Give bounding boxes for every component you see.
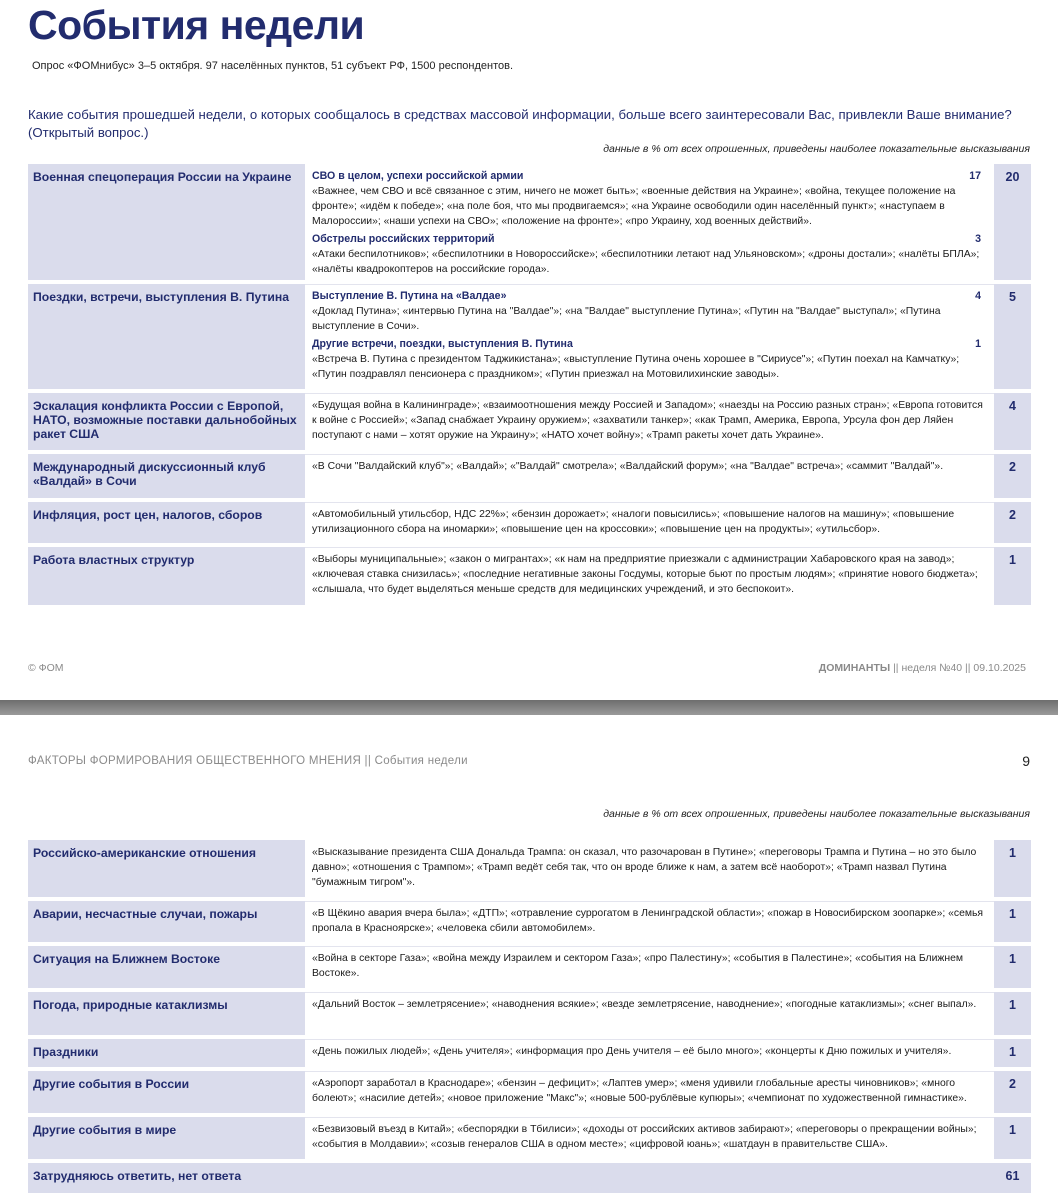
table-row [28, 547, 1031, 605]
row-value: 1 [994, 901, 1031, 942]
total-row [28, 1163, 1031, 1193]
row-category: Другие события в мире [28, 1117, 305, 1159]
survey-question: Какие события прошедшей недели, о которых сообщалось в средствах массовой информации, больше всего заинтересовали Вас, привлекли Ваше внимание? (Открытый вопрос.) [28, 107, 1012, 140]
row-category: Погода, природные катаклизмы [28, 992, 305, 1035]
table-row [28, 1071, 1031, 1113]
row-category: Международный дискуссионный клуб «Валдай» в Сочи [28, 454, 305, 498]
table-row [28, 164, 1031, 280]
page-number: 9 [1022, 753, 1030, 769]
subcategory-quotes: «Встреча В. Путина с президентом Таджикистана»; «выступление Путина очень хорошее в "Сириусе"»; «Путин поехал на Камчатку»; «Путин поздравлял пенсионера с праздником»; «Путин приезжал на Мотовилихинские заводы». [312, 354, 960, 380]
row-value: 4 [994, 393, 1031, 450]
table-row [28, 502, 1031, 543]
row-quotes: «Автомобильный утильсбор, НДС 22%»; «бензин дорожает»; «налоги повысились»; «повышение налогов на машину»; «повышение утилизационного сбора на иномарки»; «повышение цен на кроссовки»; «повышение цен на продукты»; «утильсбор». [312, 509, 955, 535]
total-label: Затрудняюсь ответить, нет ответа [33, 1169, 242, 1183]
subcategory-value: 17 [969, 170, 981, 182]
units-note: данные в % от всех опрошенных, приведены наиболее показательные высказывания [603, 808, 1030, 820]
row-value: 20 [994, 164, 1031, 280]
row-value: 1 [994, 992, 1031, 1035]
row-value: 1 [994, 1039, 1031, 1067]
table-row [28, 284, 1031, 389]
table-row [28, 901, 1031, 942]
subcategory-quotes: «Атаки беспилотников»; «беспилотники в Новороссийске»; «беспилотники летают над Ульяновском»; «дроны достали»; «налёты БПЛА»; «налёты квадрокоптеров на российские города». [312, 249, 980, 275]
subcategory-value: 4 [975, 290, 981, 302]
subcategory-heading [312, 169, 985, 184]
total-value: 61 [1005, 1169, 1020, 1183]
table-row [28, 454, 1031, 498]
table-row [28, 1117, 1031, 1159]
survey-info: Опрос «ФОМнибус» 3–5 октября. 97 населённых пунктов, 51 субъект РФ, 1500 респондентов. [32, 60, 514, 72]
table-row [28, 946, 1031, 988]
row-quotes: «День пожилых людей»; «День учителя»; «информация про День учителя – её было много»; «концерты к Дню пожилых и учителя». [312, 1046, 952, 1057]
table-row [28, 393, 1031, 450]
row-quotes [307, 164, 991, 280]
row-value: 5 [994, 284, 1031, 389]
running-header: ФАКТОРЫ ФОРМИРОВАНИЯ ОБЩЕСТВЕННОГО МНЕНИЯ || События недели [28, 755, 468, 767]
row-value: 2 [994, 502, 1031, 543]
table-row [28, 992, 1031, 1035]
row-quotes: «Выборы муниципальные»; «закон о мигрантах»; «к нам на предприятие приезжали с администрации Хабаровского края на завод»; «ключевая ставка снизилась»; «последние негативные законы Госдумы, которые бьют по простым людям»; «принятие нового бюджета»; «слышала, что будет выделяться меньше средств для медицинских учреждений, и это беспокоит». [312, 554, 978, 595]
row-category: Ситуация на Ближнем Востоке [28, 946, 305, 988]
row-quotes: «Высказывание президента США Дональда Трампа: он сказал, что разочарован в Путине»; «переговоры Трампа и Путина – но это было давно»; «отношения с Трампом»; «Трамп ведёт себя так, что он вроде ближе к нам, а затем всё наоборот»; «Трамп назвал Путина "бумажным тигром"». [312, 847, 977, 888]
row-value: 2 [994, 1071, 1031, 1113]
row-quotes: «Война в секторе Газа»; «война между Израилем и сектором Газа»; «про Палестину»; «события в Палестине»; «события на Ближнем Востоке». [312, 953, 964, 979]
row-value: 1 [994, 946, 1031, 988]
subcategory-value: 1 [975, 338, 981, 350]
footer-brand: ДОМИНАНТЫ [818, 662, 891, 674]
subcategory-heading [312, 289, 985, 304]
row-value: 1 [994, 547, 1031, 605]
row-quotes: «Дальний Восток – землетрясение»; «наводнения всякие»; «везде землетрясение, наводнение»; «погодные катаклизмы»; «снег выпал». [312, 999, 977, 1010]
row-category: Другие события в России [28, 1071, 305, 1113]
footer-issue: || неделя №40 || 09.10.2025 [890, 662, 1026, 674]
row-value: 2 [994, 454, 1031, 498]
table-row [28, 840, 1031, 897]
row-quotes: «Безвизовый въезд в Китай»; «беспорядки в Тбилиси»; «доходы от российских активов забирают»; «переговоры о прекращении войны»; «события в Молдавии»; «созыв генералов США в одном месте»; «цифровой юань»; «шатдаун в правительстве США». [312, 1124, 977, 1150]
subcategory-quotes: «Доклад Путина»; «интервью Путина на "Валдае"»; «на "Валдае" выступление Путина»; «Путин на "Валдае" выступал»; «Путина выступление в Сочи». [312, 306, 941, 332]
row-value: 1 [994, 840, 1031, 897]
subcategory-heading [312, 337, 985, 352]
subcategory-title: Выступление В. Путина на «Валдае» [312, 290, 507, 302]
units-note: данные в % от всех опрошенных, приведены наиболее показательные высказывания [603, 143, 1030, 155]
row-category: Работа властных структур [28, 547, 305, 605]
row-category: Инфляция, рост цен, налогов, сборов [28, 502, 305, 543]
row-quotes: «В Щёкино авария вчера была»; «ДТП»; «отравление суррогатом в Ленинградской области»; «пожар в Новосибирском зоопарке»; «семья пропала в Красноярске»; «человека сбили автомобилем». [312, 908, 984, 934]
row-category: Эскалация конфликта России с Европой, НАТО, возможные поставки дальнобойных ракет США [28, 393, 305, 450]
row-quotes: «Будущая война в Калининграде»; «взаимоотношения между Россией и Западом»; «наезды на Россию разных стран»; «Европа готовится к войне с Россией»; «Запад снабжает Украину оружием»; «захватили танкер»; «как Трамп, Америка, Европа, Урсула фон дер Ляйен поступают с нами – хотят оружие на Украину»; «НАТО хочет войну»; «Трамп ракеты хочет дать Украине». [312, 400, 983, 441]
subcategory-quotes: «Важнее, чем СВО и всё связанное с этим, ничего не может быть»; «военные действия на Украине»; «война, текущее положение на фронте»; «идём к победе»; «на поле боя, что мы продвигаемся»; «на Украине освободили один населённый пункт»; «наступаем в Малороссии»; «наши успехи на СВО»; «положение на фронте»; «про Украину, ход военных действий». [312, 186, 956, 227]
row-category: Праздники [28, 1039, 305, 1067]
footer-issue-info [819, 662, 1026, 674]
subcategory-title: СВО в целом, успехи российской армии [312, 170, 524, 182]
row-category: Поездки, встречи, выступления В. Путина [28, 284, 305, 389]
footer-copyright: © ФОМ [28, 662, 64, 674]
row-category: Военная спецоперация России на Украине [28, 164, 305, 280]
page-2 [0, 715, 1058, 1200]
subcategory-title: Другие встречи, поездки, выступления В. Путина [312, 338, 573, 350]
subcategory-title: Обстрелы российских территорий [312, 233, 495, 245]
subcategory-heading [312, 232, 985, 247]
row-quotes: «В Сочи "Валдайский клуб"»; «Валдай»; «"Валдай" смотрела»; «Валдайский форум»; «на "Валдае" встреча»; «саммит "Валдай"». [312, 461, 944, 472]
row-category: Российско-американские отношения [28, 840, 305, 897]
table-row [28, 1039, 1031, 1067]
row-quotes: «Аэропорт заработал в Краснодаре»; «бензин – дефицит»; «Лаптев умер»; «меня удивили глобальные аресты чиновников»; «много болеют»; «насилие детей»; «новое приложение "Макс"»; «новые 500-рублёвые купюры»; «чемпионат по художественной гимнастике». [312, 1078, 967, 1104]
page-separator [0, 700, 1058, 715]
row-quotes [307, 284, 991, 389]
row-value: 1 [994, 1117, 1031, 1159]
row-category: Аварии, несчастные случаи, пожары [28, 901, 305, 942]
subcategory-value: 3 [975, 233, 981, 245]
page-title: События недели [28, 2, 365, 48]
